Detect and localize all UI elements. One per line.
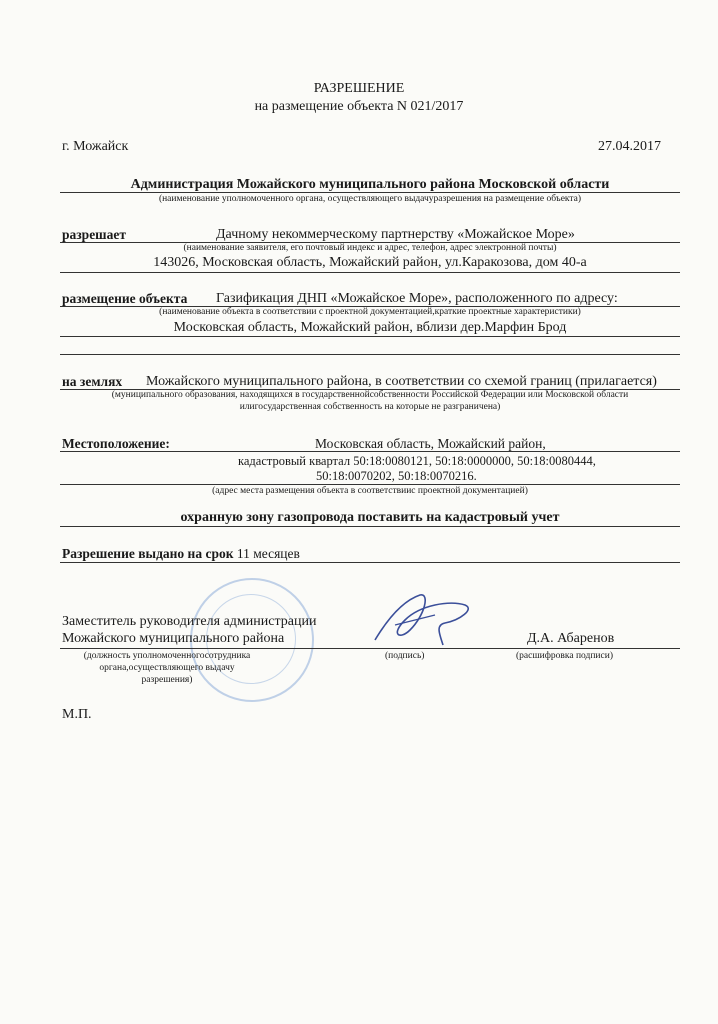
document-title: РАЗРЕШЕНИЕ (313, 81, 405, 96)
location-line-1: Московская область, Можайский район, (315, 436, 546, 451)
location-caption: (адрес места размещения объекта в соответствиис проектной документацией) (212, 486, 528, 496)
caption-position-3: разрешения) (141, 675, 193, 685)
location-label: Местоположение: (62, 436, 170, 451)
location-line-2: кадастровый квартал 50:18:0080121, 50:18:0000000, 50:18:0080444, (238, 454, 596, 468)
term-rule (60, 562, 680, 563)
authority-name: Администрация Можайского муниципального района Московской области (130, 177, 610, 192)
lands-label: на землях (62, 374, 123, 389)
document-subtitle: на размещение объекта N 021/2017 (254, 99, 464, 114)
protection-zone-rule (60, 526, 680, 527)
location-line-3: 50:18:0070202, 50:18:0070216. (316, 469, 477, 483)
authority-rule (60, 192, 680, 193)
placement-location: Московская область, Можайский район, вблизи дер.Марфин Брод (173, 320, 567, 335)
protection-zone: охранную зону газопровода поставить на кадастровый учет (180, 510, 560, 525)
lands-caption-2: илигосударственная собственность на которые не разграничена) (239, 402, 501, 412)
term-line (62, 546, 300, 562)
lands-caption-1: (муниципального образования, находящихся в государственнойсобственности Российской Федерации или Московской области (111, 390, 629, 400)
signatory-position-2: Можайского муниципального района (62, 631, 285, 646)
lands-text: Можайского муниципального района, в соответствии со схемой границ (прилагается) (146, 374, 657, 389)
location-address-rule (60, 484, 680, 485)
applicant-caption: (наименование заявителя, его почтовый индекс и адрес, телефон, адрес электронной почты) (183, 243, 557, 253)
seal-mark: М.П. (62, 707, 92, 722)
placement-label: размещение объекта (62, 291, 188, 306)
location-label-rule (60, 451, 680, 452)
term-label: Разрешение выдано на срок (62, 546, 234, 561)
caption-position-2: органа,осуществляющего выдачу (99, 663, 235, 673)
authority-caption: (наименование уполномоченного органа, осуществляющего выдачуразрешения на размещение объекта) (158, 194, 582, 204)
signatory-position-1: Заместитель руководителя администрации (62, 614, 317, 629)
caption-signature: (подпись) (385, 651, 425, 661)
applicant-address: 143026, Московская область, Можайский район, ул.Каракозова, дом 40-а (153, 255, 587, 270)
signature-image (365, 585, 485, 655)
location-rule (60, 336, 680, 337)
caption-decoding: (расшифровка подписи) (516, 651, 613, 661)
term-value: 11 месяцев (236, 546, 300, 561)
signatory-rule (60, 648, 680, 649)
signatory-name: Д.А. Абаренов (527, 631, 615, 646)
caption-position-1: (должность уполномоченногосотрудника (83, 651, 251, 661)
applicant-name: Дачному некоммерческому партнерству «Можайское Море» (216, 227, 575, 242)
permits-label: разрешает (62, 227, 126, 242)
placement-object: Газификация ДНП «Можайское Море», расположенного по адресу: (216, 291, 618, 306)
blank-rule (60, 354, 680, 355)
issue-place: г. Можайск (62, 139, 129, 154)
address-rule (60, 272, 680, 273)
placement-caption: (наименование объекта в соответствии с проектной документацией,краткие проектные характеристики) (159, 307, 581, 317)
issue-date: 27.04.2017 (598, 139, 661, 154)
